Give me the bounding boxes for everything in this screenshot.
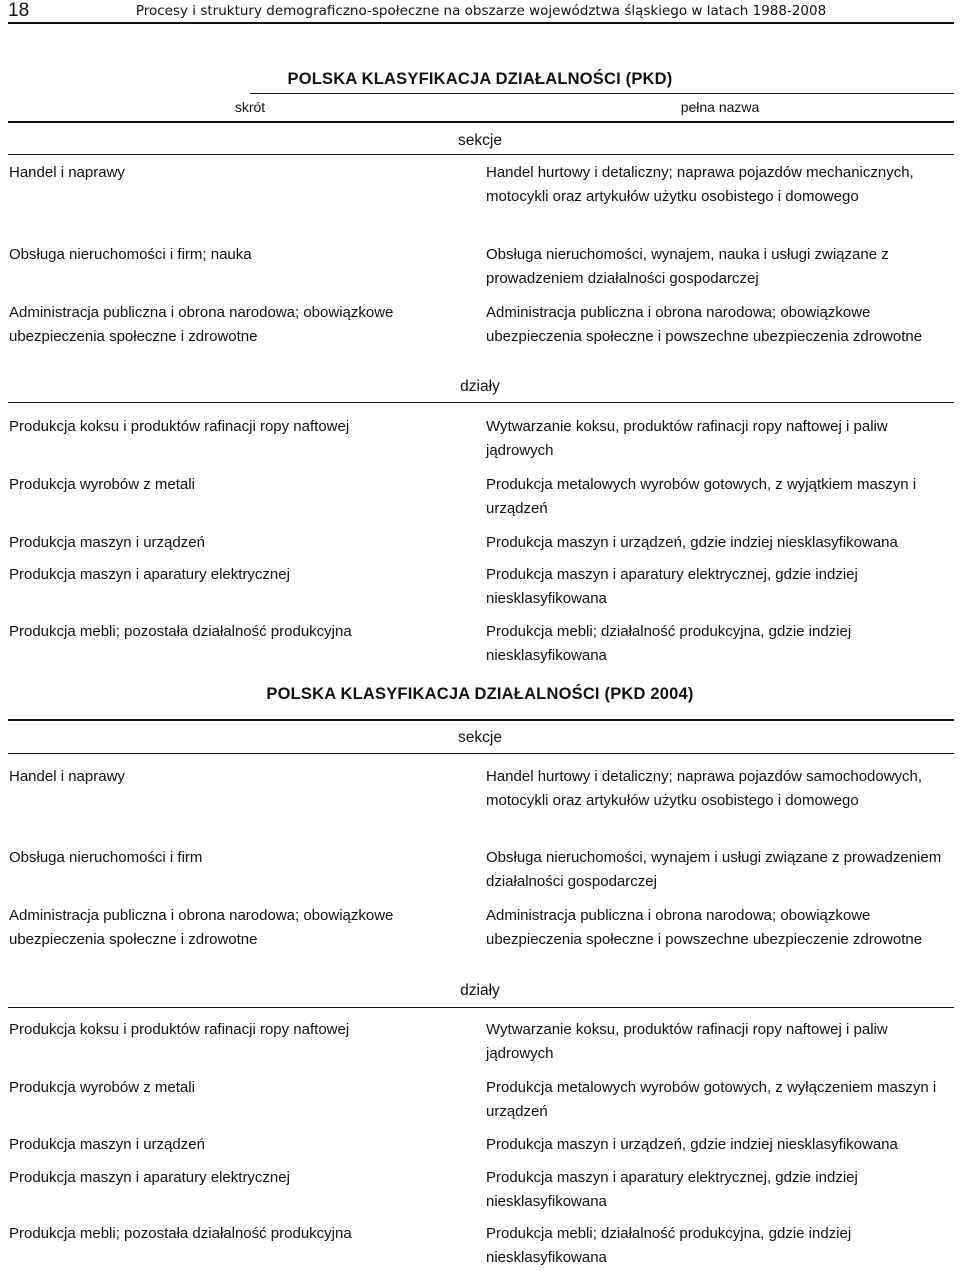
table-row-full: Produkcja mebli; działalność produkcyjna, gdzie indziej niesklasyfikowana: [486, 623, 852, 664]
table-row-full: Wytwarzanie koksu, produktów rafinacji ropy naftowej i paliw jądrowych: [486, 1021, 888, 1062]
table-row-short: Produkcja wyrobów z metali: [9, 476, 195, 493]
table-row-short: Handel i naprawy: [9, 768, 125, 785]
table-row-short: Produkcja koksu i produktów rafinacji ropy naftowej: [9, 418, 350, 435]
table-row-full: Produkcja maszyn i aparatury elektrycznej, gdzie indziej niesklasyfikowana: [486, 566, 858, 607]
group-rule: [8, 753, 954, 754]
table-pkd-title: POLSKA KLASYFIKACJA DZIAŁALNOŚCI (PKD): [287, 70, 673, 88]
table-row-short: Produkcja maszyn i aparatury elektrycznej: [9, 1169, 290, 1186]
group-label-sections: sekcje: [458, 729, 502, 746]
group-rule: [8, 402, 954, 403]
table-row-short: Administracja publiczna i obrona narodowa; obowiązkowe ubezpieczenia społeczne i zdrowotne: [9, 907, 394, 948]
group-label-divisions: działy: [460, 982, 500, 999]
table-row-short: Obsługa nieruchomości i firm: [9, 849, 203, 866]
table-row-full: Wytwarzanie koksu, produktów rafinacji ropy naftowej i paliw jądrowych: [486, 418, 888, 459]
table-row-short: Administracja publiczna i obrona narodowa; obowiązkowe ubezpieczenia społeczne i zdrowotne: [9, 304, 394, 345]
table-row-full: Administracja publiczna i obrona narodowa; obowiązkowe ubezpieczenia społeczne i powszechne ubezpieczenia zdrowotne: [486, 304, 923, 345]
table-row-full: Handel hurtowy i detaliczny; naprawa pojazdów samochodowych, motocykli oraz artykułów użytku osobistego i domowego: [486, 768, 923, 809]
table-row-full: Obsługa nieruchomości, wynajem, nauka i usługi związane z prowadzeniem działalności gospodarczej: [486, 246, 889, 287]
table-row-short: Handel i naprawy: [9, 164, 125, 181]
table-row-full: Produkcja maszyn i aparatury elektrycznej, gdzie indziej niesklasyfikowana: [486, 1169, 858, 1210]
group-label-sections: sekcje: [458, 132, 502, 149]
table-row-full: Administracja publiczna i obrona narodowa; obowiązkowe ubezpieczenia społeczne i powszechne ubezpieczenie zdrowotne: [486, 907, 923, 948]
table-row-full: Obsługa nieruchomości, wynajem i usługi związane z prowadzeniem działalności gospodarczej: [486, 849, 942, 890]
table-row-full: Produkcja maszyn i urządzeń, gdzie indziej niesklasyfikowana: [486, 1136, 898, 1153]
group-label-divisions: działy: [460, 378, 500, 395]
column-header-full: pełna nazwa: [680, 99, 760, 115]
table-row-short: Produkcja maszyn i urządzeń: [9, 534, 205, 551]
table-row-short: Produkcja maszyn i aparatury elektrycznej: [9, 566, 290, 583]
running-header: [8, 0, 954, 24]
page-number: 18: [8, 0, 30, 21]
title-rule: [8, 719, 954, 721]
column-header-rule: [8, 121, 954, 123]
table-row-short: Produkcja mebli; pozostała działalność produkcyjna: [9, 623, 352, 640]
table-row-full: Handel hurtowy i detaliczny; naprawa pojazdów mechanicznych, motocykli oraz artykułów użytku osobistego i domowego: [486, 164, 914, 205]
table-row-short: Produkcja wyrobów z metali: [9, 1079, 195, 1096]
group-rule: [8, 1007, 954, 1008]
table-pkd-title-rule: [250, 93, 954, 94]
running-title: Procesy i struktury demograficzno-społeczne na obszarze województwa śląskiego w latach 1988-2008: [135, 3, 827, 19]
table-row-short: Obsługa nieruchomości i firm; nauka: [9, 246, 252, 263]
table-row-full: Produkcja metalowych wyrobów gotowych, z wyłączeniem maszyn i urządzeń: [486, 1079, 937, 1120]
table-row-short: Produkcja mebli; pozostała działalność produkcyjna: [9, 1225, 352, 1242]
table-row-short: Produkcja maszyn i urządzeń: [9, 1136, 205, 1153]
group-rule: [8, 154, 954, 155]
table-row-full: Produkcja maszyn i urządzeń, gdzie indziej niesklasyfikowana: [486, 534, 898, 551]
table-pkd2004-title: POLSKA KLASYFIKACJA DZIAŁALNOŚCI (PKD 2004): [266, 685, 694, 703]
table-row-full: Produkcja mebli; działalność produkcyjna, gdzie indziej niesklasyfikowana: [486, 1225, 852, 1266]
column-header-short: skrót: [234, 99, 266, 115]
table-row-full: Produkcja metalowych wyrobów gotowych, z wyjątkiem maszyn i urządzeń: [486, 476, 917, 517]
table-row-short: Produkcja koksu i produktów rafinacji ropy naftowej: [9, 1021, 350, 1038]
